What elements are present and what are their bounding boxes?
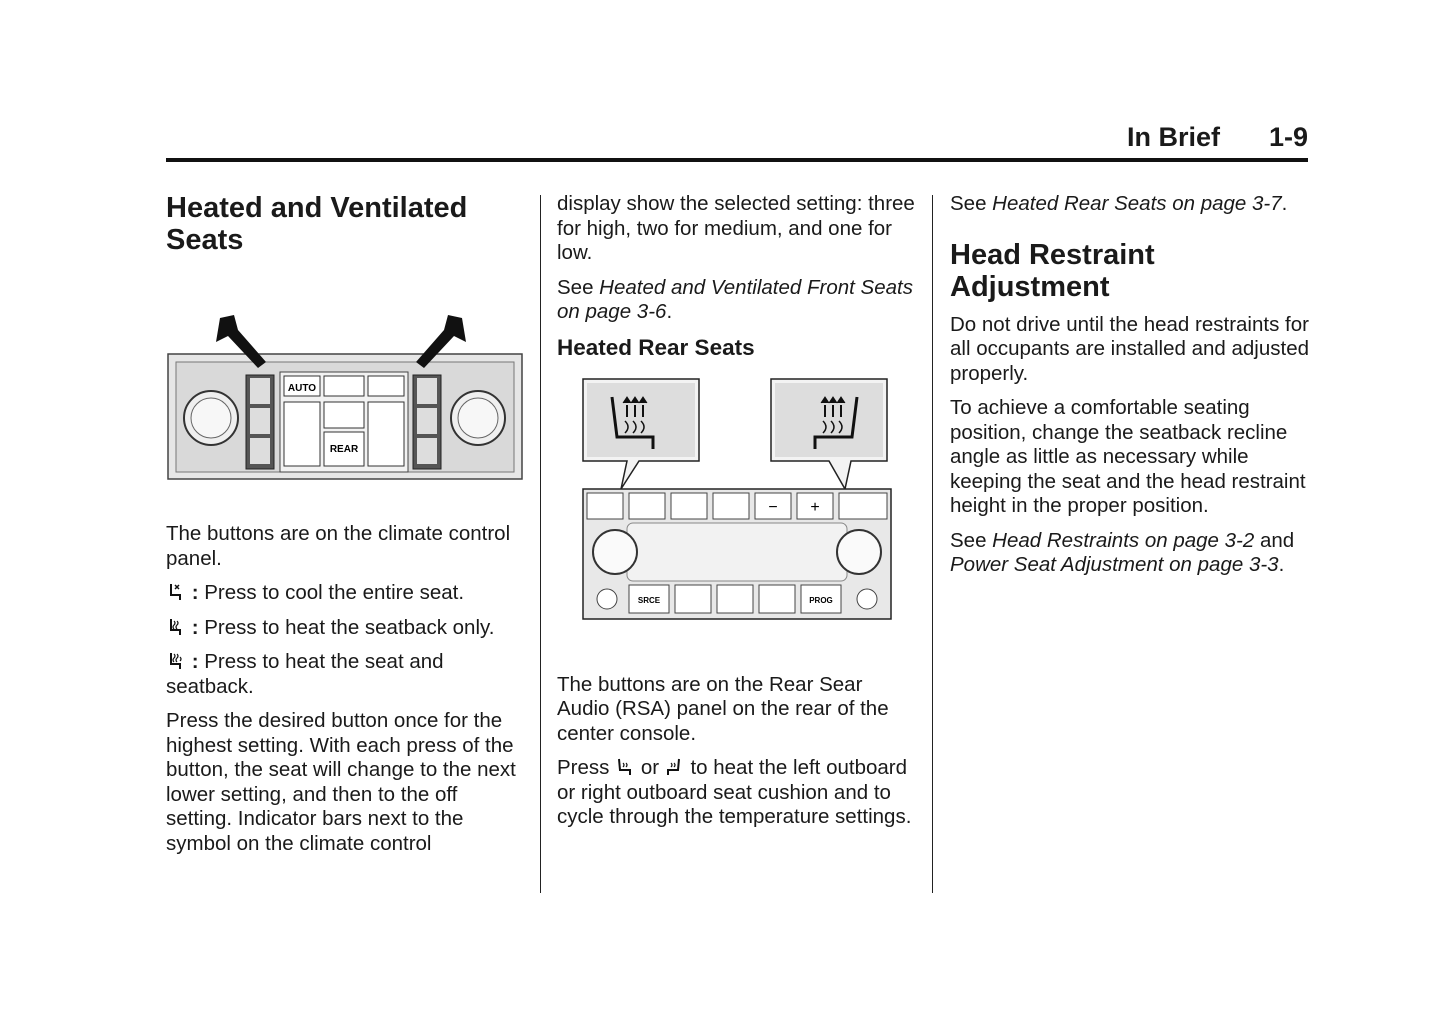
right-callout [771,379,887,489]
heat-seat-and-back-item: : Press to heat the seat and seatback. [166,650,444,698]
cool-seat-item: : Press to cool the entire seat. [166,581,528,606]
rear-seat-audio-panel-figure [557,377,917,627]
see-rear-seats-ref: See Heated Rear Seats on page 3-7. [950,192,1288,215]
seating-position-text: To achieve a comfortable seating position, change the seatback recline angle as little as necessary while keeping the seat and the head restraint height in the proper position. [950,396,1306,517]
head-restraint-heading: Head Restraint Adjustment [950,238,1155,303]
heated-rear-seats-heading: Heated Rear Seats [557,334,755,360]
heated-seat-and-back-icon [166,651,184,671]
heat-seatback-item: : Press to heat the seatback only. [166,616,528,641]
power-seat-link[interactable]: Power Seat Adjustment on page 3-3 [950,553,1279,576]
srce-button-label: SRCE [637,595,661,605]
left-knob [184,391,238,445]
right-knob [451,391,505,445]
right-seat-buttons [413,375,441,469]
head-restraint-warning: Do not drive until the head restraints for all occupants are installed and adjusted properly. [950,312,1309,385]
left-callout [583,379,699,489]
page-header [166,120,1308,162]
ventilated-seat-icon [166,582,184,602]
column-divider [540,195,541,893]
press-instructions-text: Press the desired button once for the highest setting. With each press of the button, the seat will change to the next lower setting, and then to the off setting. Indicator bars next to the symbol on the climate control [166,709,516,855]
front-seats-link[interactable]: Heated and Ventilated Front Seats on page 3-6 [557,275,913,323]
see-front-seats-ref: See Heated and Ventilated Front Seats on page 3-6. [557,275,913,323]
page-number: 1-9 [1268,122,1308,152]
press-rear-seat-text: Press or to heat the left outboard or right outboard seat cushion and to cycle through the temperature settings. [557,756,912,828]
heated-ventilated-seats-heading: Heated and Ventilated Seats [166,192,468,256]
left-seat-buttons [246,375,274,469]
column-2 [557,192,917,840]
heated-seatback-icon [166,617,184,637]
minus-button-label: − [768,498,778,516]
rear-left-knob [593,530,637,574]
buttons-location-text: The buttons are on the climate control panel. [166,522,511,570]
display-area [627,523,847,581]
column-divider [932,195,933,893]
rear-seats-link[interactable]: Heated Rear Seats on page 3-7 [992,192,1282,215]
column-3 [950,192,1312,588]
indicator-continuation-text: display show the selected setting: three for high, two for medium, and one for low. [557,192,915,264]
top-button-row [587,493,887,519]
section-title: In Brief [1126,122,1220,152]
plus-button-label: + [810,498,820,516]
see-head-restraints-ref: See Head Restraints on page 3-2 and Power Seat Adjustment on page 3-3. [950,528,1295,576]
rear-button-label: REAR [329,444,359,455]
rear-right-knob [837,530,881,574]
rsa-location-text: The buttons are on the Rear Sear Audio (RSA) panel on the rear of the center console. [557,672,889,745]
climate-control-panel-figure [166,312,528,482]
auto-button-label: AUTO [287,383,317,394]
right-rear-seat-heat-icon [665,757,683,777]
bottom-button-row [597,585,877,613]
left-rear-seat-heat-icon [615,757,633,777]
column-1 [166,192,528,866]
prog-button-label: PROG [809,595,833,605]
head-restraints-link[interactable]: Head Restraints on page 3-2 [992,528,1255,552]
